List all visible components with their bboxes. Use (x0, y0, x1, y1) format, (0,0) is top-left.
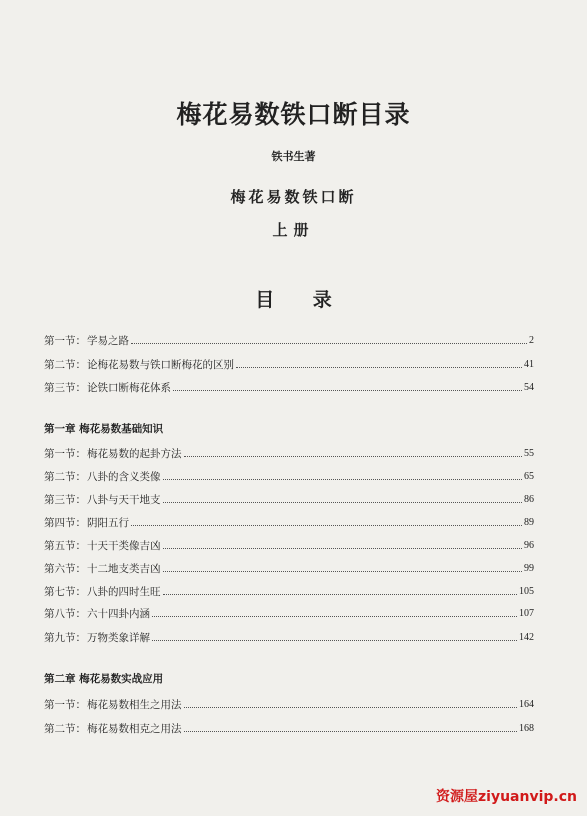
toc-entry-label (44, 585, 161, 599)
dot-leader (163, 570, 523, 572)
toc-entry[interactable] (44, 581, 534, 599)
chapter-heading: 第一章 梅花易数基础知识 (44, 423, 164, 435)
toc-entry-title: 十天干类像吉凶 (87, 540, 161, 552)
dot-leader (173, 389, 522, 391)
toc-entry-label (44, 562, 161, 576)
dot-leader (184, 730, 518, 732)
dot-leader (152, 639, 517, 641)
dot-leader (152, 615, 517, 617)
chapter-heading: 第二章 梅花易数实战应用 (44, 673, 164, 685)
toc-entry-label (44, 381, 171, 395)
toc-entry[interactable] (44, 489, 534, 507)
toc-entry-section: 第六节： (44, 563, 86, 575)
volume-label: 上册 (272, 221, 315, 239)
toc-entry[interactable] (44, 512, 534, 530)
toc-entry[interactable] (44, 558, 534, 576)
toc-entry-title: 梅花易数的起卦方法 (87, 448, 182, 460)
dot-leader (163, 547, 523, 549)
toc-heading: 目 录 (255, 289, 348, 311)
toc-entry-title: 八卦的含义类像 (87, 471, 161, 483)
toc-entry-title: 论铁口断梅花体系 (87, 382, 171, 394)
dot-leader (184, 455, 523, 457)
toc-entry-section: 第三节： (44, 494, 86, 506)
toc-entry[interactable] (44, 377, 534, 395)
toc-entry-title: 阴阳五行 (87, 517, 129, 529)
toc-entry[interactable] (44, 718, 534, 736)
toc-entry-page: 164 (519, 699, 534, 710)
toc-entry-section: 第二节： (44, 359, 86, 371)
toc-entry[interactable] (44, 330, 534, 348)
author-line: 铁书生著 (271, 150, 316, 163)
toc-entry-section: 第一节： (44, 448, 86, 460)
toc-entry-label (44, 698, 182, 712)
toc-entry-page: 55 (524, 448, 534, 459)
toc-entry-page: 142 (519, 632, 534, 643)
toc-entry-page: 86 (524, 494, 534, 505)
toc-entry-section: 第四节： (44, 517, 86, 529)
toc-entry-title: 学易之路 (87, 335, 129, 347)
dot-leader (184, 706, 518, 708)
toc-entry-section: 第七节： (44, 586, 86, 598)
toc-entry-title: 梅花易数相生之用法 (87, 699, 182, 711)
toc-entry-section: 第一节： (44, 699, 86, 711)
toc-entry-page: 96 (524, 540, 534, 551)
toc-entry-label (44, 334, 129, 348)
toc-entry-label (44, 722, 182, 736)
toc-entry-section: 第八节： (44, 608, 86, 620)
dot-leader (236, 366, 522, 368)
toc-entry-page: 89 (524, 517, 534, 528)
toc-entry-title: 八卦与天干地支 (87, 494, 161, 506)
toc-entry-page: 168 (519, 723, 534, 734)
dot-leader (131, 524, 522, 526)
toc-entry-title: 十二地支类吉凶 (87, 563, 161, 575)
toc-entry[interactable] (44, 466, 534, 484)
toc-entry[interactable] (44, 694, 534, 712)
toc-entry-label (44, 358, 234, 372)
toc-entry-label (44, 631, 150, 645)
dot-leader (131, 342, 527, 344)
dot-leader (163, 478, 523, 480)
toc-entry[interactable] (44, 535, 534, 553)
site-watermark: 资源屋ziyuanvip.cn (436, 789, 577, 805)
dot-leader (163, 501, 523, 503)
toc-entry-page: 54 (524, 382, 534, 393)
dot-leader (163, 593, 518, 595)
toc-entry-label (44, 539, 161, 553)
toc-entry-label (44, 493, 161, 507)
toc-entry-section: 第三节： (44, 382, 86, 394)
toc-entry-page: 2 (529, 335, 534, 346)
toc-entry-label (44, 516, 129, 530)
toc-entry-section: 第五节： (44, 540, 86, 552)
toc-entry-title: 梅花易数相克之用法 (87, 723, 182, 735)
toc-entry-label (44, 470, 161, 484)
document-title: 梅花易数铁口断目录 (176, 100, 411, 129)
toc-entry-title: 万物类象详解 (87, 632, 150, 644)
book-subtitle: 梅花易数铁口断 (230, 188, 357, 206)
toc-entry-label (44, 447, 182, 461)
toc-entry-title: 八卦的四时生旺 (87, 586, 161, 598)
toc-entry-title: 论梅花易数与铁口断梅花的区别 (87, 359, 234, 371)
toc-entry[interactable] (44, 354, 534, 372)
toc-entry-page: 107 (519, 608, 534, 619)
toc-entry[interactable] (44, 627, 534, 645)
toc-entry-page: 41 (524, 359, 534, 370)
toc-entry-page: 105 (519, 586, 534, 597)
toc-entry-page: 65 (524, 471, 534, 482)
toc-entry-section: 第一节： (44, 335, 86, 347)
toc-entry-page: 99 (524, 563, 534, 574)
toc-entry-section: 第二节： (44, 471, 86, 483)
toc-entry-section: 第二节： (44, 723, 86, 735)
toc-entry-title: 六十四卦内涵 (87, 608, 150, 620)
toc-entry-section: 第九节： (44, 632, 86, 644)
toc-entry[interactable] (44, 603, 534, 621)
toc-entry[interactable] (44, 443, 534, 461)
toc-entry-label (44, 607, 150, 621)
